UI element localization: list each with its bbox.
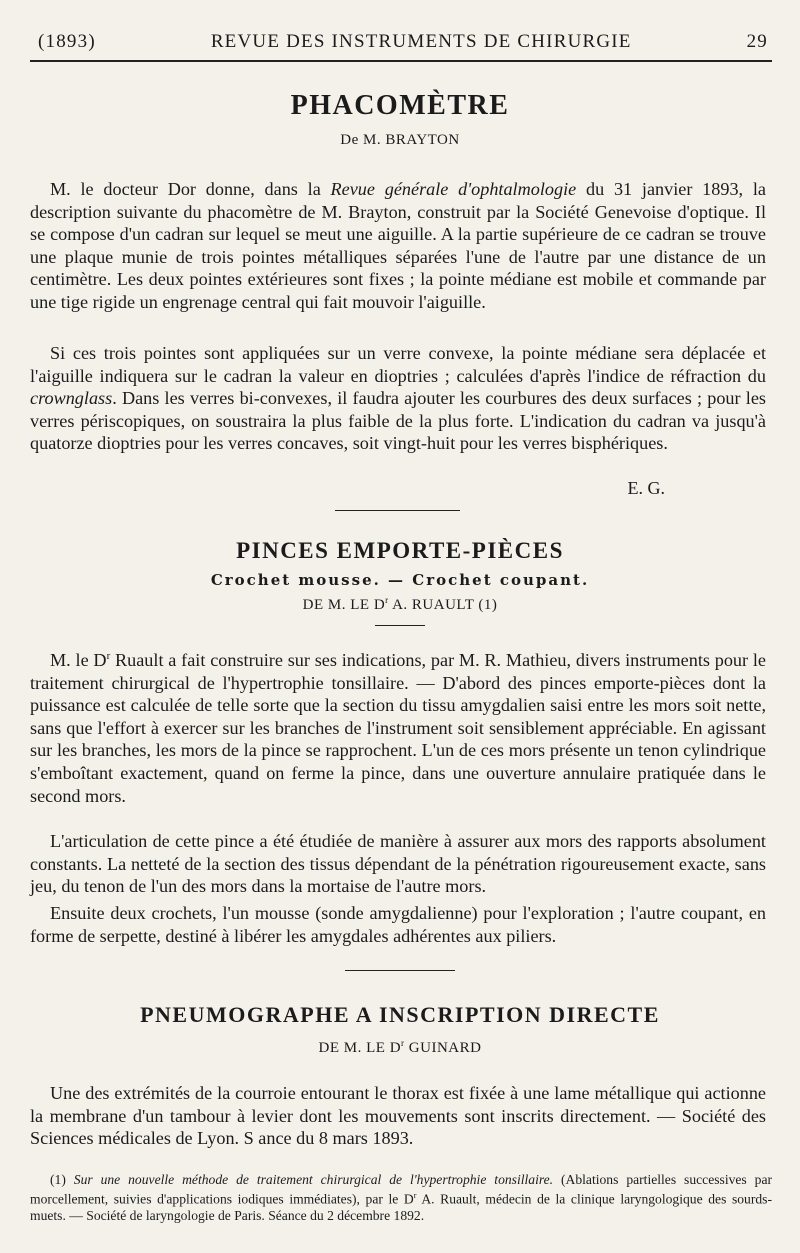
article1-signature: E. G. — [627, 478, 665, 498]
article2-paragraph-1: M. le $D^r$ Ruault a fait construire sur ses indications, par M. R. Mathieu, divers instruments pour le traitement chirurgical de l'hypertrophie tonsillaire. — D'abord des pinces emporte-pièces dont la puissance est calculée de telle sorte que la section du tissu amygdalien saisi entre les mors soit nette, sans que l'effort à exercer sur les branches de l'instrument soit sensiblement appréciable. En agissant sur les branches, les mors de la pince se rapprochent. L'un de ces mors présente un tenon cylindrique s'emboîtant exactement, quand on ferme la pince, dans une ouverture annulaire pratiquée dans le second mors. — [30, 650, 767, 806]
article3-paragraph-1: Une des extrémités de la courroie entourant le thorax est fixée à une lame métallique qui actionne la membrane d'un tambour à levier dont les mouvements sont inscrits directement. — Société des Sciences médicales de Lyon. S ance du 8 mars 1893. — [30, 1083, 766, 1149]
article3-title: PNEUMOGRAPHE A INSCRIPTION DIRECTE — [140, 1002, 660, 1027]
article2-paragraph-3: Ensuite deux crochets, l'un mousse (sonde amygdalienne) pour l'exploration ; l'autre coupant, en forme de serpette, destiné à libérer les amygdales adhérentes aux piliers. — [30, 903, 766, 946]
header-rule — [30, 60, 772, 62]
article2-title: PINCES EMPORTE-PIÈCES — [236, 538, 564, 563]
article1-byline: De M. BRAYTON — [340, 132, 460, 148]
article1-title: PHACOMÈTRE — [290, 90, 510, 121]
header-year: (1893) — [38, 31, 96, 52]
article3-byline: DE M. LE $D^r$ GUINARD — [318, 1038, 482, 1056]
header-page-number: 29 — [746, 31, 768, 52]
running-header — [38, 24, 768, 60]
article2-byline: DE M. LE $D^r$ A. RUAULT (1) — [302, 595, 498, 613]
article2-subtitle: Crochet mousse. — Crochet coupant. — [210, 571, 590, 589]
footnote: (1) Sur une nouvelle méthode de traitement chirurgical de l'hypertrophie tonsillaire. (Ablations partielles successives par morcellement, suivies d'applications iodiques immédiates), par le $D^r$ A. Ruault, médecin de la clinique laryngologique des sourds-muets. — Société de laryngologie de Paris. Séance du 2 décembre 1892. — [30, 1172, 773, 1223]
section-divider — [345, 970, 455, 971]
section-divider — [335, 510, 460, 511]
article1-paragraph-1: M. le docteur Dor donne, dans la Revue générale d'ophtalmologie du 31 janvier 1893, la description suivante du phacomètre de M. Brayton, construit par la Société Genevoise d'optique. Il se compose d'un cadran sur lequel se meut une aiguille. A la partie supérieure de ce cadran se trouve une plaque munie de trois pointes métalliques séparées l'une de l'autre par une distance de un centimètre. Les deux pointes extérieures sont fixes ; la pointe médiane est mobile et commande par une tige rigide un engrenage central qui fait mouvoir l'aiguille. — [30, 179, 767, 312]
article1-paragraph-2: Si ces trois pointes sont appliquées sur un verre convexe, la pointe médiane sera déplacée et l'aiguille indiquera sur le cadran la valeur en dioptries ; calculées d'après l'indice de réfraction du crownglass. Dans les verres bi-convexes, il faudra ajouter les courbures des deux surfaces ; pour les verres périscopiques, on soustraira la plus faible de la plus forte. L'indication du cadran va jusqu'à quatorze dioptries pour les verres concaves, soit vingt-huit pour les verres bisphériques. — [30, 343, 766, 454]
byline-rule — [375, 625, 425, 626]
header-journal-title: REVUE DES INSTRUMENTS DE CHIRURGIE — [210, 31, 632, 52]
article2-paragraph-2: L'articulation de cette pince a été étudiée de manière à assurer aux mors des rapports absolument constants. La netteté de la section des tissus dépendant de la pénétration rigoureusement exacte, sans jeu, du tenon de l'un des mors dans la mortaise de l'autre mors. — [30, 831, 766, 897]
